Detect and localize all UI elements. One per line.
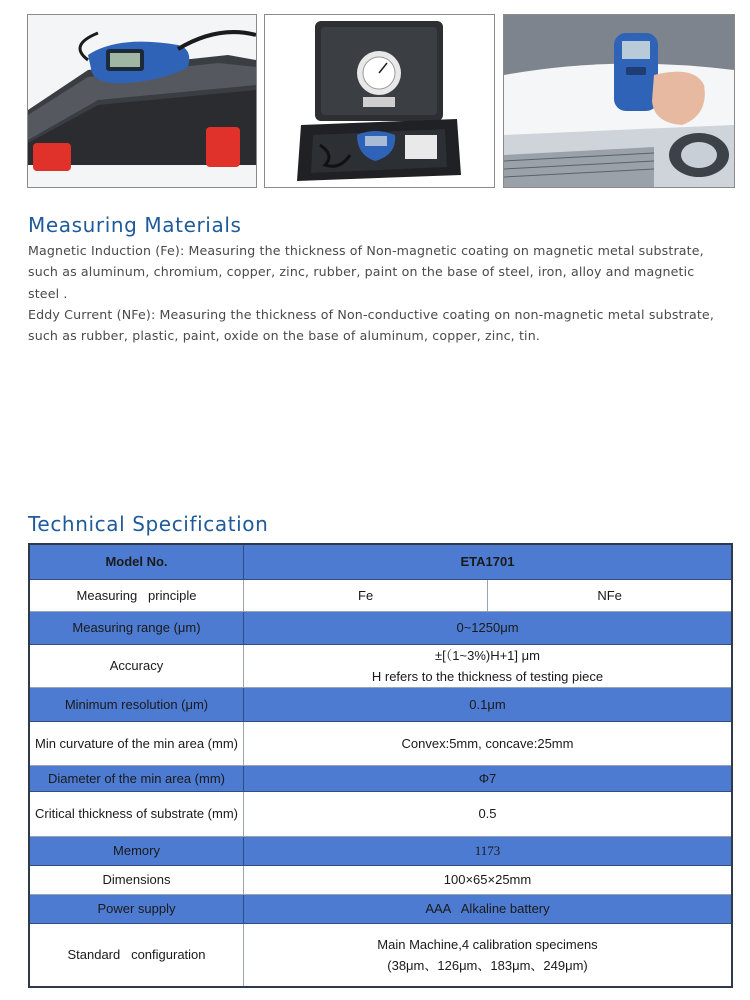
- table-row-critical: [29, 791, 732, 836]
- power-label: Power supply: [29, 894, 244, 923]
- diameter-label: Diameter of the min area (mm): [29, 765, 244, 791]
- table-row-diameter: [29, 765, 732, 791]
- photo-gauge-on-car: [503, 14, 735, 188]
- config-label: Standard configuration: [29, 923, 244, 987]
- table-row-range: [29, 611, 732, 644]
- accuracy-value-line1: ±[（1~3%)H+1] μm: [435, 647, 540, 663]
- measuring-materials-text: [28, 240, 728, 346]
- principle-fe: Fe: [244, 579, 488, 611]
- table-row-memory: [29, 836, 732, 865]
- curvature-label: Min curvature of the min area (mm): [29, 721, 244, 765]
- magnetic-induction-paragraph: Magnetic Induction (Fe): Measuring the thickness of Non-magnetic coating on magnetic metal substrate, such as aluminum, chromium, copper, zinc, rubber, paint on the base of steel, iron, alloy and magnetic steel .: [28, 243, 704, 301]
- table-row-curvature: [29, 721, 732, 765]
- table-row-accuracy: [29, 644, 732, 687]
- critical-label: Critical thickness of substrate (mm): [29, 791, 244, 836]
- product-photos: [27, 14, 734, 188]
- dimensions-value: 100×65×25mm: [244, 865, 733, 894]
- model-value: ETA1701: [244, 544, 733, 579]
- technical-specification-heading: Technical Specification: [28, 512, 269, 536]
- range-value: 0~1250μm: [244, 611, 733, 644]
- photo-gauge-in-case: [27, 14, 257, 188]
- table-row-dimensions: [29, 865, 732, 894]
- eddy-current-paragraph: Eddy Current (NFe): Measuring the thickness of Non-conductive coating on non-magnetic metal substrate, such as rubber, plastic, paint, oxide on the base of aluminum, copper, zinc, tin.: [28, 306, 714, 344]
- measuring-materials-heading: Measuring Materials: [28, 213, 242, 237]
- accuracy-value-line2: H refers to the thickness of testing piece: [371, 668, 604, 684]
- range-label: Measuring range (μm): [29, 611, 244, 644]
- diameter-value: Φ7: [244, 765, 733, 791]
- critical-value: 0.5: [244, 791, 733, 836]
- table-row-model: [29, 544, 732, 579]
- resolution-value: 0.1μm: [244, 687, 733, 721]
- principle-label: Measuring principle: [29, 579, 244, 611]
- config-value: [244, 923, 733, 987]
- config-value-line1: Main Machine,4 calibration specimens: [377, 936, 598, 952]
- config-value-line2: (38μm、126μm、183μm、249μm): [387, 957, 588, 973]
- accuracy-label: Accuracy: [29, 644, 244, 687]
- table-row-configuration: [29, 923, 732, 987]
- table-row-power: [29, 894, 732, 923]
- memory-label: Memory: [29, 836, 244, 865]
- spec-table: [28, 543, 733, 988]
- power-value: AAA Alkaline battery: [244, 894, 733, 923]
- table-row-resolution: [29, 687, 732, 721]
- table-row-principle: [29, 579, 732, 611]
- dimensions-label: Dimensions: [29, 865, 244, 894]
- accuracy-value: [244, 644, 733, 687]
- resolution-label: Minimum resolution (μm): [29, 687, 244, 721]
- curvature-value: Convex:5mm, concave:25mm: [244, 721, 733, 765]
- model-label: Model No.: [29, 544, 244, 579]
- memory-value: 1173: [244, 836, 733, 865]
- photo-kit-case: [264, 14, 495, 188]
- principle-nfe: NFe: [488, 579, 732, 611]
